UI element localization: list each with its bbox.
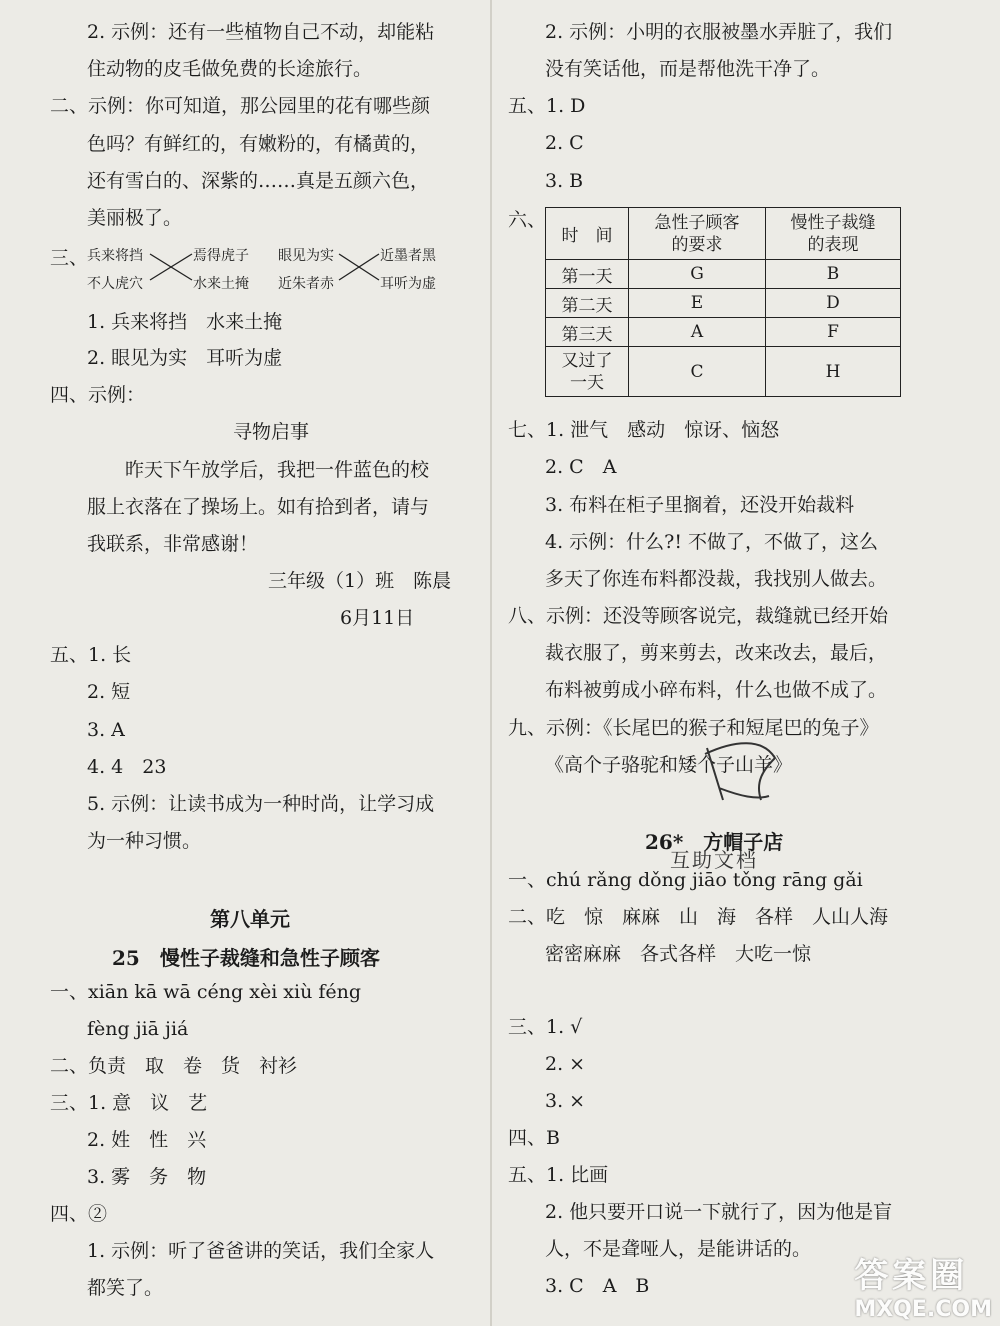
answer-line: 八、示例：还没等顾客说完，裁缝就已经开始 bbox=[508, 605, 889, 627]
answer-line: 一、xiān kā wā céng xèi xiù féng bbox=[50, 981, 362, 1003]
table-cell: E bbox=[629, 289, 766, 318]
idiom-item: 兵来将挡 bbox=[87, 248, 143, 264]
handwritten-mark bbox=[685, 730, 785, 810]
table-cell: H bbox=[766, 347, 901, 397]
left-column bbox=[0, 0, 480, 1326]
table-cell: 第三天 bbox=[546, 318, 629, 347]
idiom-item: 水来土掩 bbox=[193, 276, 249, 292]
answer-line: 七、1. 泄气 感动 惊讶、恼怒 bbox=[508, 419, 780, 441]
table-cell: 第一天 bbox=[546, 260, 629, 289]
table-row bbox=[546, 289, 901, 318]
table-cell: G bbox=[629, 260, 766, 289]
table-row bbox=[546, 347, 901, 397]
answer-table bbox=[545, 207, 901, 397]
table-cell: B bbox=[766, 260, 901, 289]
table-cell: F bbox=[766, 318, 901, 347]
lesson-title: 25 慢性子裁缝和急性子顾客 bbox=[112, 946, 380, 970]
idiom-item: 耳听为虚 bbox=[380, 276, 436, 292]
section-label: 三、 bbox=[50, 247, 89, 269]
answer-line: 美丽极了。 bbox=[87, 207, 183, 229]
answer-line: 二、示例：你可知道，那公园里的花有哪些颜 bbox=[50, 95, 431, 117]
table-header: 时 间 bbox=[546, 208, 629, 260]
table-cell: C bbox=[629, 347, 766, 397]
header-text: 的表现 bbox=[807, 234, 859, 255]
answer-line: 2. C A bbox=[545, 456, 617, 478]
cell-text: 一天 bbox=[570, 372, 604, 393]
answer-line: 色吗？有鲜红的，有嫩粉的，有橘黄的， bbox=[87, 133, 430, 155]
right-column bbox=[505, 0, 1000, 1326]
answer-line: 五、1. D bbox=[508, 95, 586, 117]
answer-line: 2. 眼见为实 耳听为虚 bbox=[87, 347, 283, 369]
answer-line: 2. 他只要开口说一下就行了，因为他是盲 bbox=[545, 1201, 893, 1223]
answer-line: 3. A bbox=[87, 719, 125, 741]
answer-line: 多天了你连布料都没裁，我找别人做去。 bbox=[545, 568, 888, 590]
answer-line: 九、示例：《长尾巴的猴子和短尾巴的兔子》 bbox=[508, 717, 879, 739]
header-text: 急性子顾客 bbox=[654, 212, 740, 233]
answer-line: 2. 示例：小明的衣服被墨水弄脏了，我们 bbox=[545, 21, 893, 43]
answer-line: 没有笑话他，而是帮他洗干净了。 bbox=[545, 58, 831, 80]
answer-line: 二、负责 取 卷 货 衬衫 bbox=[50, 1055, 298, 1077]
answer-line: 三年级（1）班 陈晨 bbox=[268, 570, 452, 592]
answer-line: 人，不是聋哑人，是能讲话的。 bbox=[545, 1238, 812, 1260]
watermark-logo bbox=[854, 1248, 992, 1322]
idiom-item: 不人虎穴 bbox=[87, 276, 143, 292]
answer-line: 四、② bbox=[50, 1203, 108, 1225]
answer-line: 2. × bbox=[545, 1053, 586, 1075]
answer-line: 2. 示例：还有一些植物自己不动，却能粘 bbox=[87, 21, 435, 43]
answer-line: 密密麻麻 各式各样 大吃一惊 bbox=[545, 943, 812, 965]
answer-line: 2. C bbox=[545, 132, 584, 154]
answer-line: 4. 4 23 bbox=[87, 756, 167, 778]
header-text: 慢性子裁缝 bbox=[790, 212, 876, 233]
answer-line: 我联系，非常感谢！ bbox=[87, 533, 259, 555]
answer-line: 都笑了。 bbox=[87, 1277, 164, 1299]
answer-line: 3. × bbox=[545, 1090, 586, 1112]
answer-line: 三、1. √ bbox=[508, 1016, 583, 1038]
idiom-item: 近朱者赤 bbox=[278, 276, 334, 292]
answer-line: 裁衣服了，剪来剪去，改来改去，最后， bbox=[545, 642, 888, 664]
stamp-text: 互助文档 bbox=[670, 848, 758, 872]
answer-line: 1. 兵来将挡 水来土掩 bbox=[87, 311, 283, 333]
table-row bbox=[546, 318, 901, 347]
watermark-text: 答案圈 bbox=[854, 1256, 969, 1296]
table-cell: A bbox=[629, 318, 766, 347]
answer-line: 四、示例： bbox=[50, 384, 146, 406]
lesson-title: 26* 方帽子店 bbox=[645, 830, 784, 854]
idiom-item: 近墨者黑 bbox=[380, 248, 436, 264]
matching-cross-lines bbox=[148, 250, 194, 284]
answer-line: 二、吃 惊 麻麻 山 海 各样 人山人海 bbox=[508, 906, 889, 928]
answer-line: 6月11日 bbox=[340, 607, 415, 629]
idiom-item: 眼见为实 bbox=[278, 248, 334, 264]
answer-line: 还有雪白的、深紫的……真是五颜六色， bbox=[87, 170, 430, 192]
answer-line: 2. 姓 性 兴 bbox=[87, 1129, 207, 1151]
cell-text: 又过了 bbox=[561, 350, 613, 371]
answer-line: 2. 短 bbox=[87, 681, 131, 703]
table-header bbox=[766, 208, 901, 260]
header-text: 的要求 bbox=[671, 234, 723, 255]
answer-line: 3. C A B bbox=[545, 1275, 650, 1297]
answer-line: 为一种习惯。 bbox=[87, 830, 202, 852]
table-header bbox=[629, 208, 766, 260]
table-row bbox=[546, 260, 901, 289]
table-cell: 第二天 bbox=[546, 289, 629, 318]
answer-line: 1. 示例：听了爸爸讲的笑话，我们全家人 bbox=[87, 1240, 435, 1262]
answer-line: 4. 示例：什么?! 不做了，不做了，这么 bbox=[545, 531, 879, 553]
answer-line: 一、chú rǎng dǒng jiāo tǒng rāng gǎi bbox=[508, 869, 863, 891]
answer-line: 3. 雾 务 物 bbox=[87, 1166, 207, 1188]
table-cell bbox=[546, 347, 629, 397]
answer-line: 四、B bbox=[508, 1127, 560, 1149]
answer-line: 3. B bbox=[545, 170, 584, 192]
answer-line: 服上衣落在了操场上。如有拾到者，请与 bbox=[87, 496, 430, 518]
answer-line: 《高个子骆驼和矮个子山羊》 bbox=[545, 754, 793, 776]
column-divider bbox=[490, 0, 492, 1326]
answer-line: 布料被剪成小碎布料，什么也做不成了。 bbox=[545, 679, 888, 701]
notice-title: 寻物启事 bbox=[233, 421, 310, 443]
answer-line: fèng jiā jiá bbox=[87, 1018, 189, 1040]
idiom-item: 焉得虎子 bbox=[193, 248, 249, 264]
answer-line: 昨天下午放学后，我把一件蓝色的校 bbox=[125, 459, 430, 481]
answer-line: 3. 布料在柜子里搁着，还没开始裁料 bbox=[545, 494, 855, 516]
answer-line: 五、1. 长 bbox=[50, 644, 132, 666]
answer-line: 三、1. 意 议 艺 bbox=[50, 1092, 208, 1114]
answer-line: 5. 示例：让读书成为一种时尚，让学习成 bbox=[87, 793, 435, 815]
table-cell: D bbox=[766, 289, 901, 318]
answer-line: 住动物的皮毛做免费的长途旅行。 bbox=[87, 58, 373, 80]
section-label: 六、 bbox=[508, 209, 547, 231]
answer-line: 五、1. 比画 bbox=[508, 1164, 609, 1186]
matching-cross-lines bbox=[337, 250, 381, 284]
unit-title: 第八单元 bbox=[210, 907, 290, 931]
watermark-url: MXQE.COM bbox=[854, 1297, 992, 1322]
